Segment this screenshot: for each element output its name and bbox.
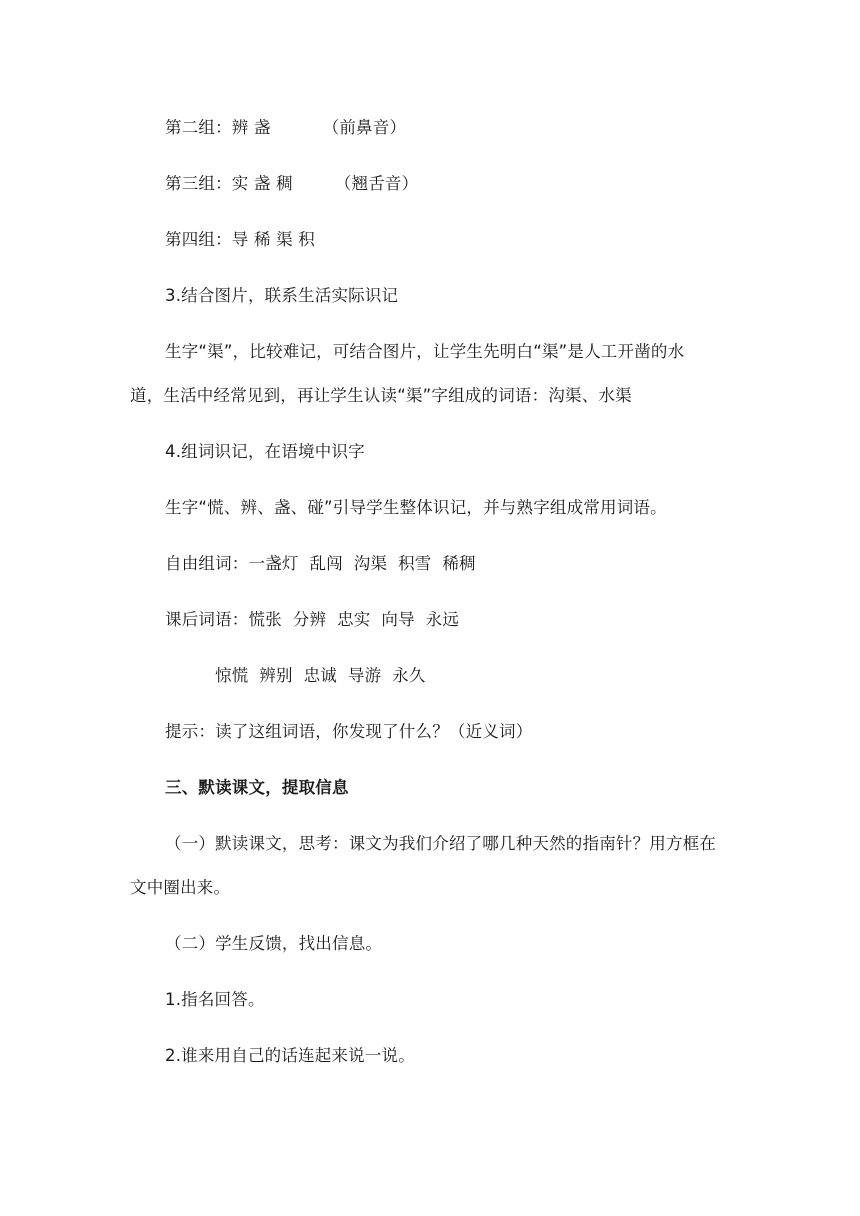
qu-paragraph-line2: 道，生活中经常见到，再让学生认读“渠”字组成的词语：沟渠、水渠 [130,386,632,405]
group3-main: 第三组：实 盏 稠 [165,174,293,193]
step2-line: （二）学生反馈，找出信息。 [165,934,383,953]
hint-line: 提示：读了这组词语，你发现了什么？（近义词） [165,722,533,741]
text-line-group4: 第四组：导 稀 渠 积 [165,230,315,249]
whole-recognition-text: 生字“慌、辨、盏、碰”引导学生整体识记，并与熟字组成常用词语。 [165,498,667,517]
method3-heading: 3.结合图片，联系生活实际识记 [165,286,399,305]
after-words-line2: 惊慌 辨别 忠诚 导游 永久 [215,666,426,685]
group3-note: （翘舌音） [334,174,419,193]
section3-heading: 三、默读课文，提取信息 [165,778,349,797]
qu-paragraph-line1: 生字“渠”，比较难记，可结合图片，让学生先明白“渠”是人工开凿的水 [165,342,685,361]
group2-note: （前鼻音） [322,118,407,137]
method4-heading: 4.组词识记，在语境中识字 [165,442,365,461]
step1-line1: （一）默读课文，思考：课文为我们介绍了哪几种天然的指南针？用方框在 [165,834,717,853]
after-words-line1: 课后词语：慌张 分辨 忠实 向导 永远 [165,610,460,629]
step1-line2: 文中圈出来。 [130,878,231,897]
group2-main: 第二组：辨 盏 [165,118,271,137]
text-line-group2 [130,116,775,140]
text-line-group3 [130,172,775,196]
item1-line: 1.指名回答。 [165,990,265,1009]
free-words-line: 自由组词：一盏灯 乱闯 沟渠 积雪 稀稠 [165,554,476,573]
item2-line: 2.谁来用自己的话连起来说一说。 [165,1046,415,1065]
